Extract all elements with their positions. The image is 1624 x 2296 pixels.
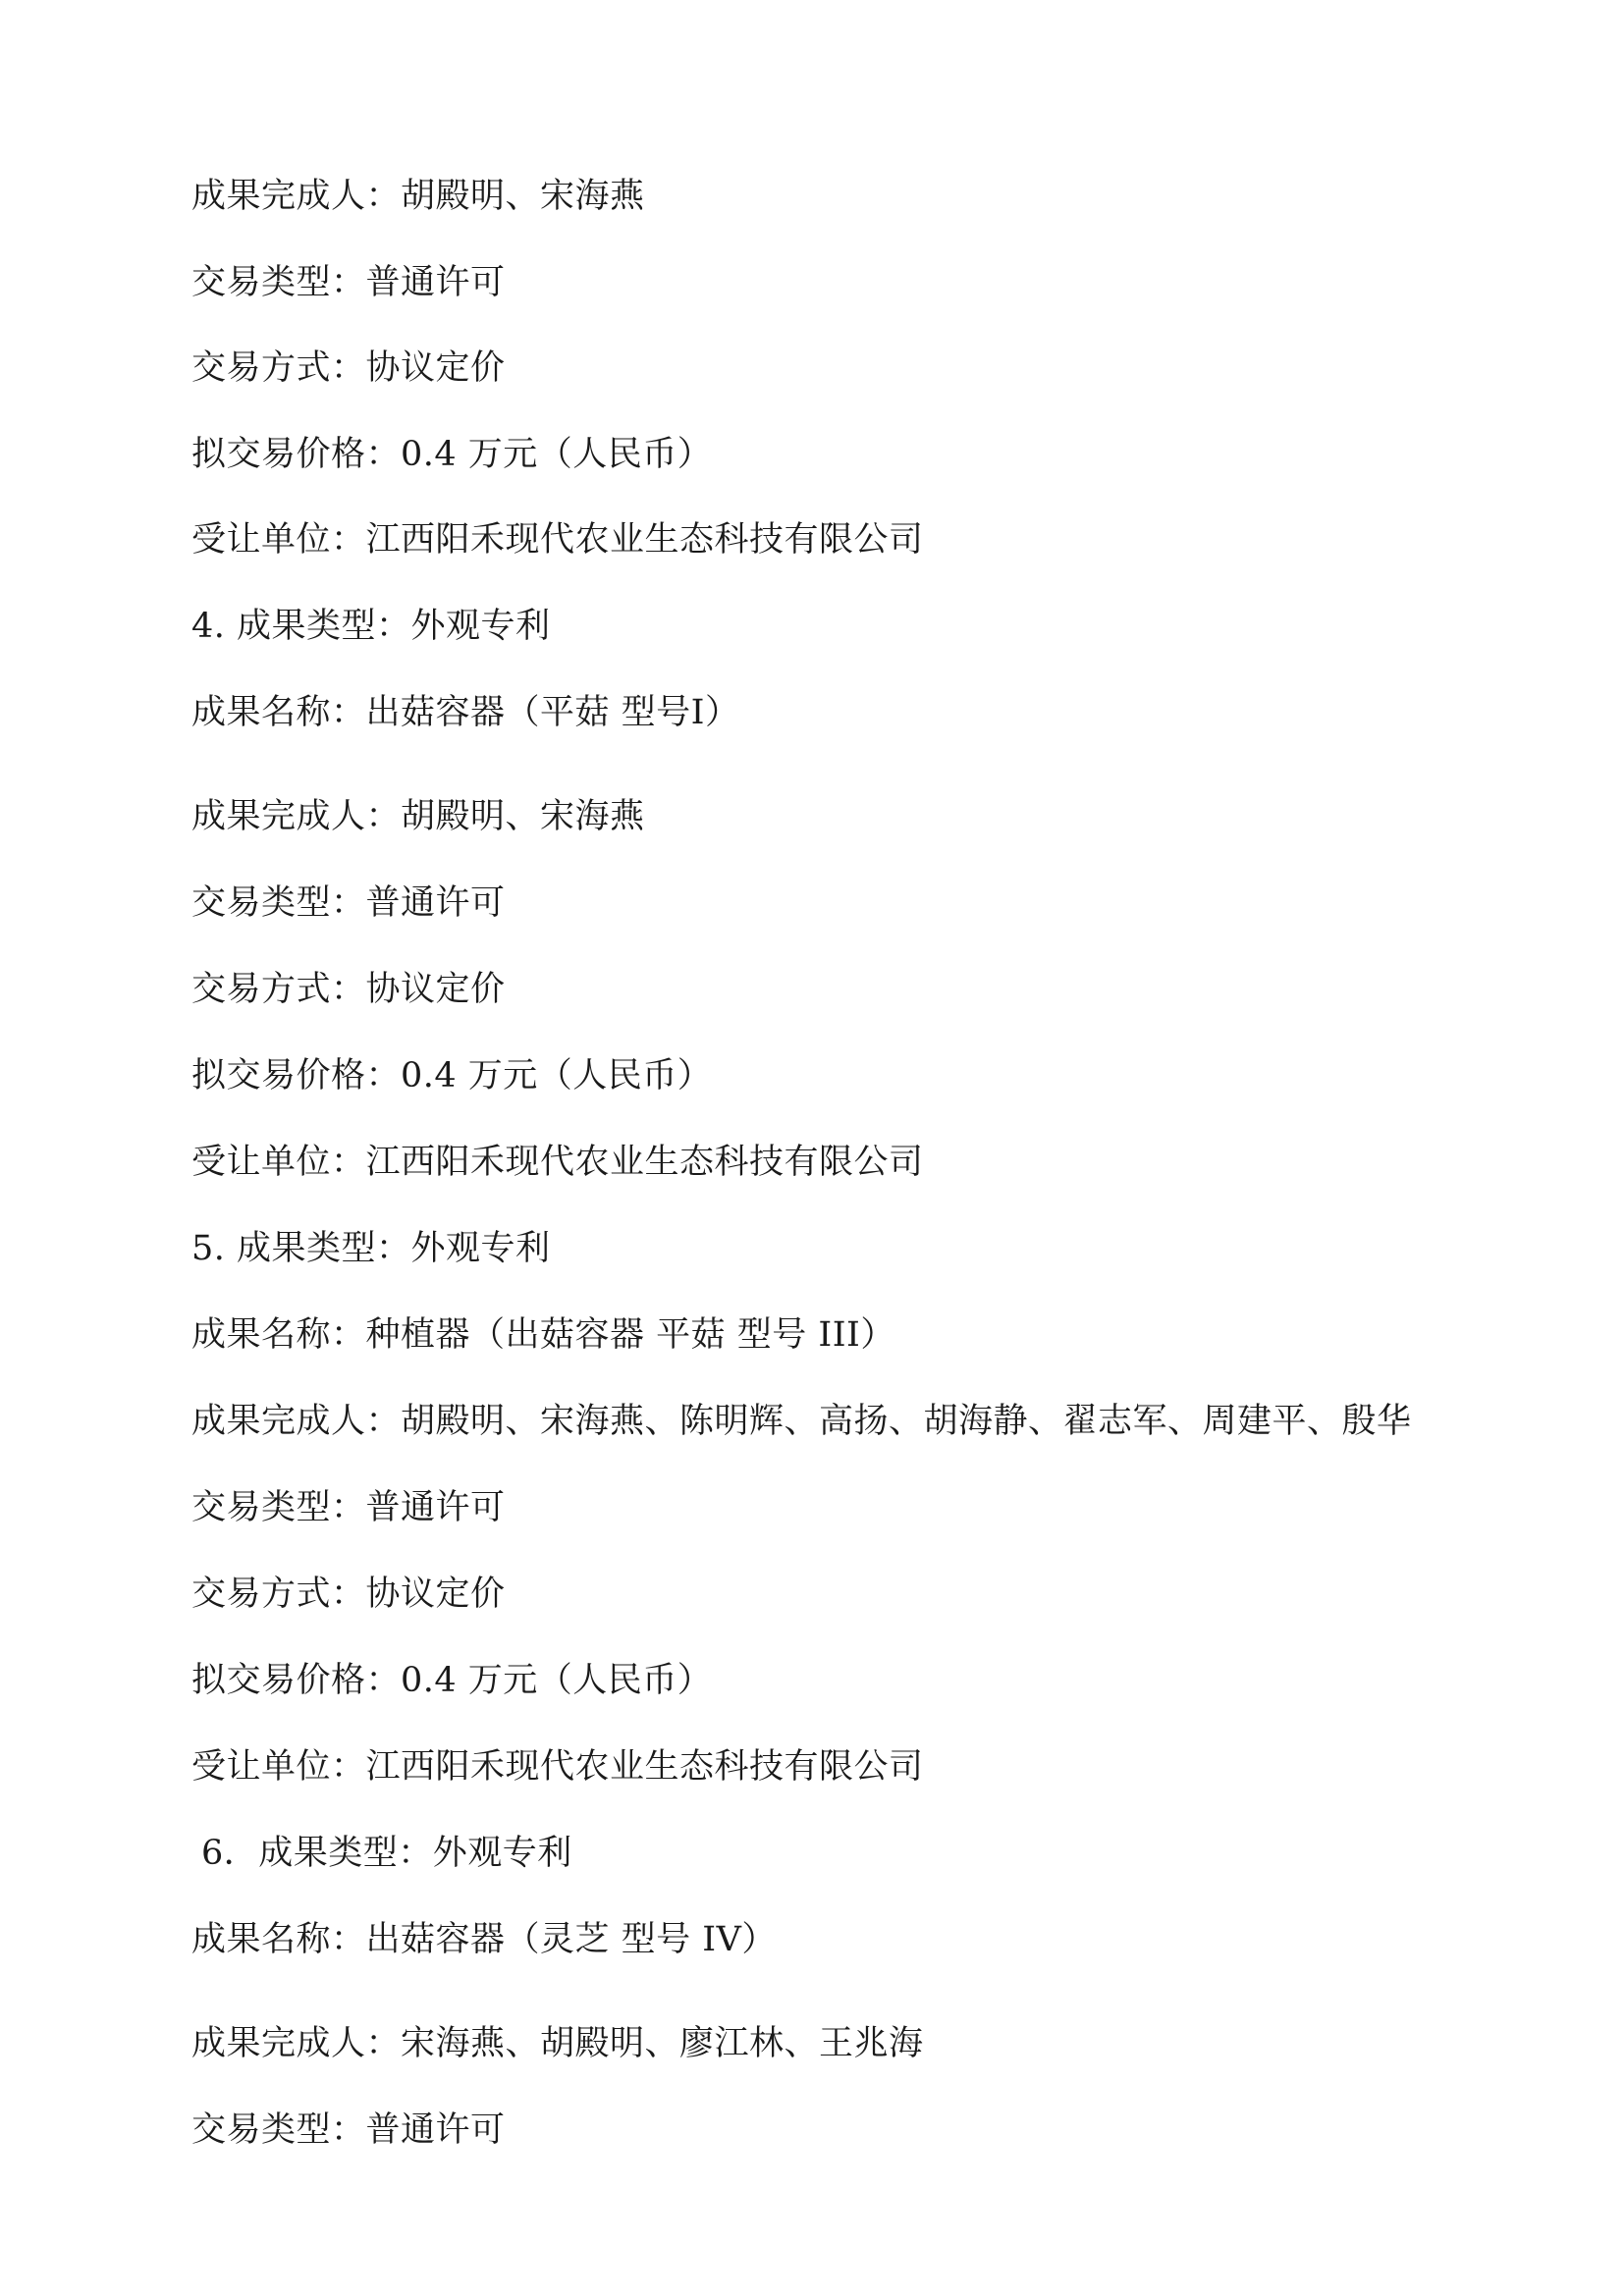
trade-method-line: 交易方式：协议定价: [191, 970, 506, 1009]
trade-method-line: 交易方式：协议定价: [191, 1575, 506, 1614]
item-heading: 4. 成果类型：外观专利: [191, 607, 551, 646]
completer-line: 成果完成人：胡殿明、宋海燕: [191, 797, 645, 836]
completer-line: 成果完成人：胡殿明、宋海燕: [191, 177, 645, 216]
trade-method-line: 交易方式：协议定价: [191, 348, 506, 388]
result-name-line: 成果名称：种植器（出菇容器 平菇 型号 III）: [191, 1315, 895, 1355]
trade-type-line: 交易类型：普通许可: [191, 2110, 506, 2150]
assignee-line: 受让单位：江西阳禾现代农业生态科技有限公司: [191, 1747, 924, 1787]
assignee-line: 受让单位：江西阳禾现代农业生态科技有限公司: [191, 1143, 924, 1182]
result-name-line: 成果名称：出菇容器（平菇 型号Ⅰ）: [191, 693, 740, 732]
assignee-line: 受让单位：江西阳禾现代农业生态科技有限公司: [191, 520, 924, 560]
trade-type-line: 交易类型：普通许可: [191, 263, 506, 302]
result-name-line: 成果名称：出菇容器（灵芝 型号 IV）: [191, 1920, 777, 1959]
trade-type-line: 交易类型：普通许可: [191, 883, 506, 923]
completer-line: 成果完成人：胡殿明、宋海燕、陈明辉、高扬、胡海静、翟志军、周建平、殷华: [191, 1402, 1412, 1441]
completer-line: 成果完成人：宋海燕、胡殿明、廖江林、王兆海: [191, 2024, 924, 2063]
item-heading: 6．成果类型：外观专利: [201, 1834, 572, 1873]
item-heading: 5. 成果类型：外观专利: [191, 1229, 551, 1268]
price-line: 拟交易价格：0.4 万元（人民币）: [191, 1056, 713, 1095]
price-line: 拟交易价格：0.4 万元（人民币）: [191, 435, 713, 474]
trade-type-line: 交易类型：普通许可: [191, 1488, 506, 1527]
price-line: 拟交易价格：0.4 万元（人民币）: [191, 1661, 713, 1700]
